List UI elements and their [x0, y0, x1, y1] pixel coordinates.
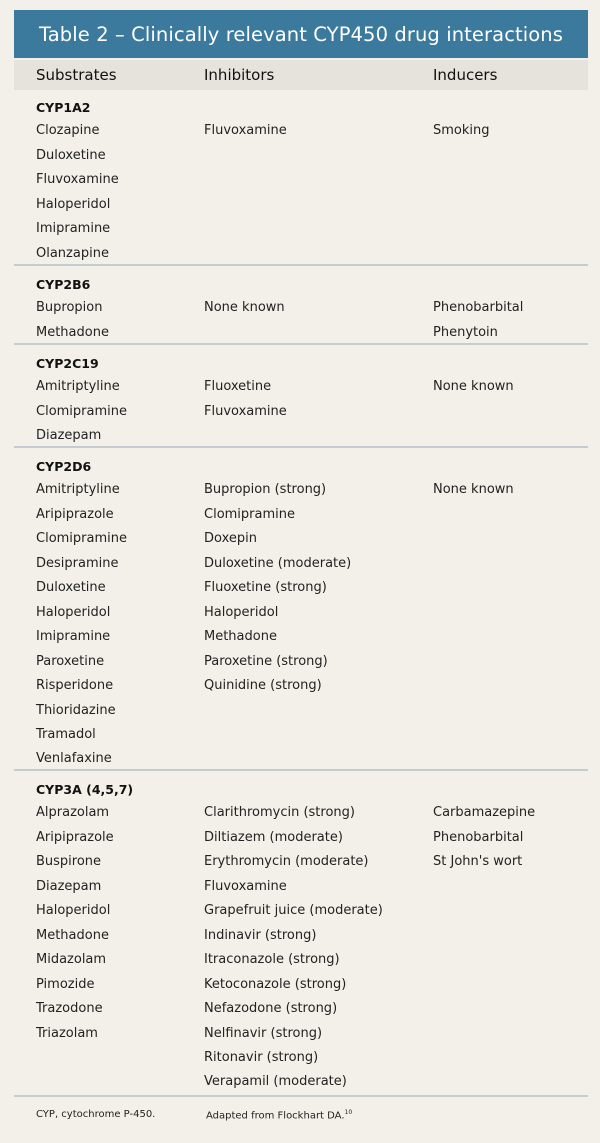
substrate-cell: Trazodone — [36, 1001, 103, 1017]
inhibitor-cell: Ritonavir (strong) — [204, 1049, 319, 1065]
section-divider — [14, 264, 588, 266]
inhibitor-cell: Diltiazem (moderate) — [204, 829, 343, 845]
inhibitor-cell: Grapefruit juice (moderate) — [204, 903, 383, 919]
section-divider — [14, 343, 588, 345]
substrate-cell: Clomipramine — [36, 531, 127, 547]
section-divider — [14, 1095, 588, 1097]
inhibitor-cell: Fluvoxamine — [204, 403, 287, 419]
substrate-cell: Bupropion — [36, 300, 103, 316]
inhibitor-cell: Erythromycin (moderate) — [204, 854, 369, 870]
inhibitor-cell: Fluvoxamine — [204, 878, 287, 894]
substrate-cell: Haloperidol — [36, 196, 111, 212]
inhibitor-cell: Ketoconazole (strong) — [204, 976, 347, 992]
inhibitor-cell: Clarithromycin (strong) — [204, 805, 355, 821]
footnote-source-text: Adapted from Flockhart DA. — [206, 1110, 345, 1122]
inhibitor-cell: Itraconazole (strong) — [204, 952, 340, 968]
substrate-cell: Midazolam — [36, 952, 107, 968]
column-header-substrates: Substrates — [36, 66, 117, 84]
substrate-cell: Thioridazine — [36, 702, 116, 718]
footnote-abbreviation: CYP, cytochrome P-450. — [36, 1109, 156, 1120]
column-header-inhibitors: Inhibitors — [204, 66, 275, 84]
table-title: Table 2 – Clinically relevant CYP450 drug interactions — [38, 22, 564, 46]
inducer-cell: Phenytoin — [433, 324, 498, 340]
substrate-cell: Amitriptyline — [36, 379, 120, 395]
section-label-cyp2b6: CYP2B6 — [36, 277, 91, 292]
footnote-reference: 10 — [344, 1109, 353, 1116]
inhibitor-cell: Methadone — [204, 629, 277, 645]
inhibitor-cell: Bupropion (strong) — [204, 482, 327, 498]
substrate-cell: Alprazolam — [36, 805, 110, 821]
inducer-cell: St John's wort — [433, 854, 523, 870]
inhibitor-cell: Quinidine (strong) — [204, 678, 322, 694]
inducer-cell: None known — [433, 482, 514, 498]
section-label-cyp2d6: CYP2D6 — [36, 459, 92, 474]
substrate-cell: Risperidone — [36, 678, 114, 694]
substrate-cell: Fluvoxamine — [36, 172, 119, 188]
inhibitor-cell: Fluvoxamine — [204, 123, 287, 139]
substrate-cell: Imipramine — [36, 629, 111, 645]
substrate-cell: Diazepam — [36, 428, 102, 444]
inhibitor-cell: Verapamil (moderate) — [204, 1074, 347, 1090]
substrate-cell: Aripiprazole — [36, 829, 114, 845]
inhibitor-cell: Clomipramine — [204, 506, 295, 522]
substrate-cell: Olanzapine — [36, 245, 109, 261]
inducer-cell: Phenobarbital — [433, 829, 524, 845]
section-label-cyp2c19: CYP2C19 — [36, 356, 99, 371]
section-label-cyp1a2: CYP1A2 — [36, 100, 91, 115]
inhibitor-cell: Indinavir (strong) — [204, 927, 317, 943]
substrate-cell: Imipramine — [36, 221, 111, 237]
inhibitor-cell: Haloperidol — [204, 604, 279, 620]
substrate-cell: Paroxetine — [36, 653, 105, 669]
inducer-cell: Smoking — [433, 123, 490, 139]
section-divider — [14, 769, 588, 771]
substrate-cell: Aripiprazole — [36, 506, 114, 522]
inducer-cell: Carbamazepine — [433, 805, 536, 821]
substrate-cell: Methadone — [36, 324, 109, 340]
substrate-cell: Venlafaxine — [36, 751, 112, 767]
substrate-cell: Buspirone — [36, 854, 102, 870]
inhibitor-cell: Fluoxetine — [204, 379, 272, 395]
substrate-cell: Tramadol — [36, 726, 96, 742]
inhibitor-cell: Nelfinavir (strong) — [204, 1025, 323, 1041]
inducer-cell: Phenobarbital — [433, 300, 524, 316]
substrate-cell: Triazolam — [36, 1025, 98, 1041]
substrate-cell: Haloperidol — [36, 604, 111, 620]
inhibitor-cell: Doxepin — [204, 531, 257, 547]
substrate-cell: Clozapine — [36, 123, 100, 139]
footnote-source — [206, 1109, 352, 1121]
section-divider — [14, 446, 588, 448]
table-header-row — [14, 60, 588, 90]
table-title-bar — [14, 10, 588, 58]
substrate-cell: Methadone — [36, 927, 109, 943]
substrate-cell: Duloxetine — [36, 147, 106, 163]
inducer-cell: None known — [433, 379, 514, 395]
substrate-cell: Pimozide — [36, 976, 95, 992]
substrate-cell: Clomipramine — [36, 403, 127, 419]
inhibitor-cell: None known — [204, 300, 285, 316]
inhibitor-cell: Fluoxetine (strong) — [204, 580, 327, 596]
substrate-cell: Desipramine — [36, 555, 119, 571]
substrate-cell: Diazepam — [36, 878, 102, 894]
inhibitor-cell: Paroxetine (strong) — [204, 653, 328, 669]
substrate-cell: Amitriptyline — [36, 482, 120, 498]
substrate-cell: Haloperidol — [36, 903, 111, 919]
inhibitor-cell: Nefazodone (strong) — [204, 1001, 338, 1017]
section-label-cyp3a-4-5-7: CYP3A (4,5,7) — [36, 782, 134, 797]
column-header-inducers: Inducers — [433, 66, 498, 84]
inhibitor-cell: Duloxetine (moderate) — [204, 555, 352, 571]
substrate-cell: Duloxetine — [36, 580, 106, 596]
